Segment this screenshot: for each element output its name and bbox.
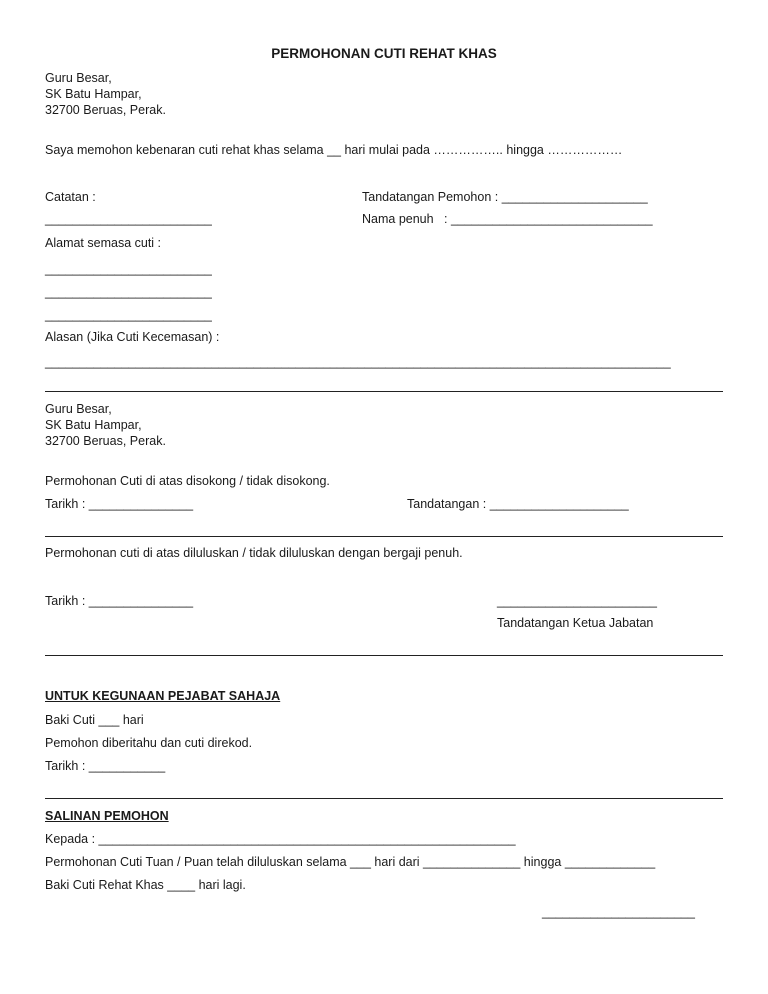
- request-line: Saya memohon kebenaran cuti rehat khas selama __ hari mulai pada …………….. hingga ………………: [45, 143, 623, 157]
- applicant-signature: Tandatangan Pemohon : _____________________: [362, 190, 648, 204]
- approval-date: Tarikh : _______________: [45, 594, 194, 608]
- section-divider: [45, 798, 723, 799]
- address-line-1: ________________________: [45, 262, 212, 276]
- approval-text: Permohonan cuti di atas diluluskan / tidak diluluskan dengan bergaji penuh.: [45, 546, 463, 560]
- office-date: Tarikh : ___________: [45, 759, 166, 773]
- address-during-leave-label: Alamat semasa cuti :: [45, 236, 162, 250]
- reason-blank: __________________________________________________________________________________________: [45, 355, 671, 369]
- addressee2-line3: 32700 Beruas, Perak.: [45, 434, 166, 448]
- addressee1-line3: 32700 Beruas, Perak.: [45, 103, 166, 117]
- copy-approved: Permohonan Cuti Tuan / Puan telah diluluskan selama ___ hari dari ______________ hingga _____________: [45, 855, 656, 869]
- copy-to: Kepada : ____________________________________________________________: [45, 832, 516, 846]
- office-heading: UNTUK KEGUNAAN PEJABAT SAHAJA: [45, 689, 281, 703]
- address-line-2: ________________________: [45, 285, 212, 299]
- office-balance: Baki Cuti ___ hari: [45, 713, 144, 727]
- copy-sign-line: ______________________: [542, 905, 695, 919]
- approval-sign-label: Tandatangan Ketua Jabatan: [497, 616, 654, 630]
- reason-label: Alasan (Jika Cuti Kecemasan) :: [45, 330, 220, 344]
- addressee2-line2: SK Batu Hampar,: [45, 418, 142, 432]
- addressee1-line1: Guru Besar,: [45, 71, 112, 85]
- office-notified: Pemohon diberitahu dan cuti direkod.: [45, 736, 253, 750]
- copy-heading: SALINAN PEMOHON: [45, 809, 169, 823]
- address-line-3: ________________________: [45, 308, 212, 322]
- form-title: PERMOHONAN CUTI REHAT KHAS: [271, 46, 497, 61]
- support-text: Permohonan Cuti di atas disokong / tidak disokong.: [45, 474, 330, 488]
- section-divider: [45, 655, 723, 656]
- addressee2-line1: Guru Besar,: [45, 402, 112, 416]
- section-divider: [45, 391, 723, 392]
- copy-balance: Baki Cuti Rehat Khas ____ hari lagi.: [45, 878, 246, 892]
- applicant-fullname: Nama penuh : _____________________________: [362, 212, 653, 226]
- addressee1-line2: SK Batu Hampar,: [45, 87, 142, 101]
- catatan-blank: ________________________: [45, 212, 212, 226]
- support-signature: Tandatangan : ____________________: [407, 497, 629, 511]
- approval-sign-line: _______________________: [497, 594, 657, 608]
- catatan-label: Catatan :: [45, 190, 96, 204]
- section-divider: [45, 536, 723, 537]
- support-date: Tarikh : _______________: [45, 497, 194, 511]
